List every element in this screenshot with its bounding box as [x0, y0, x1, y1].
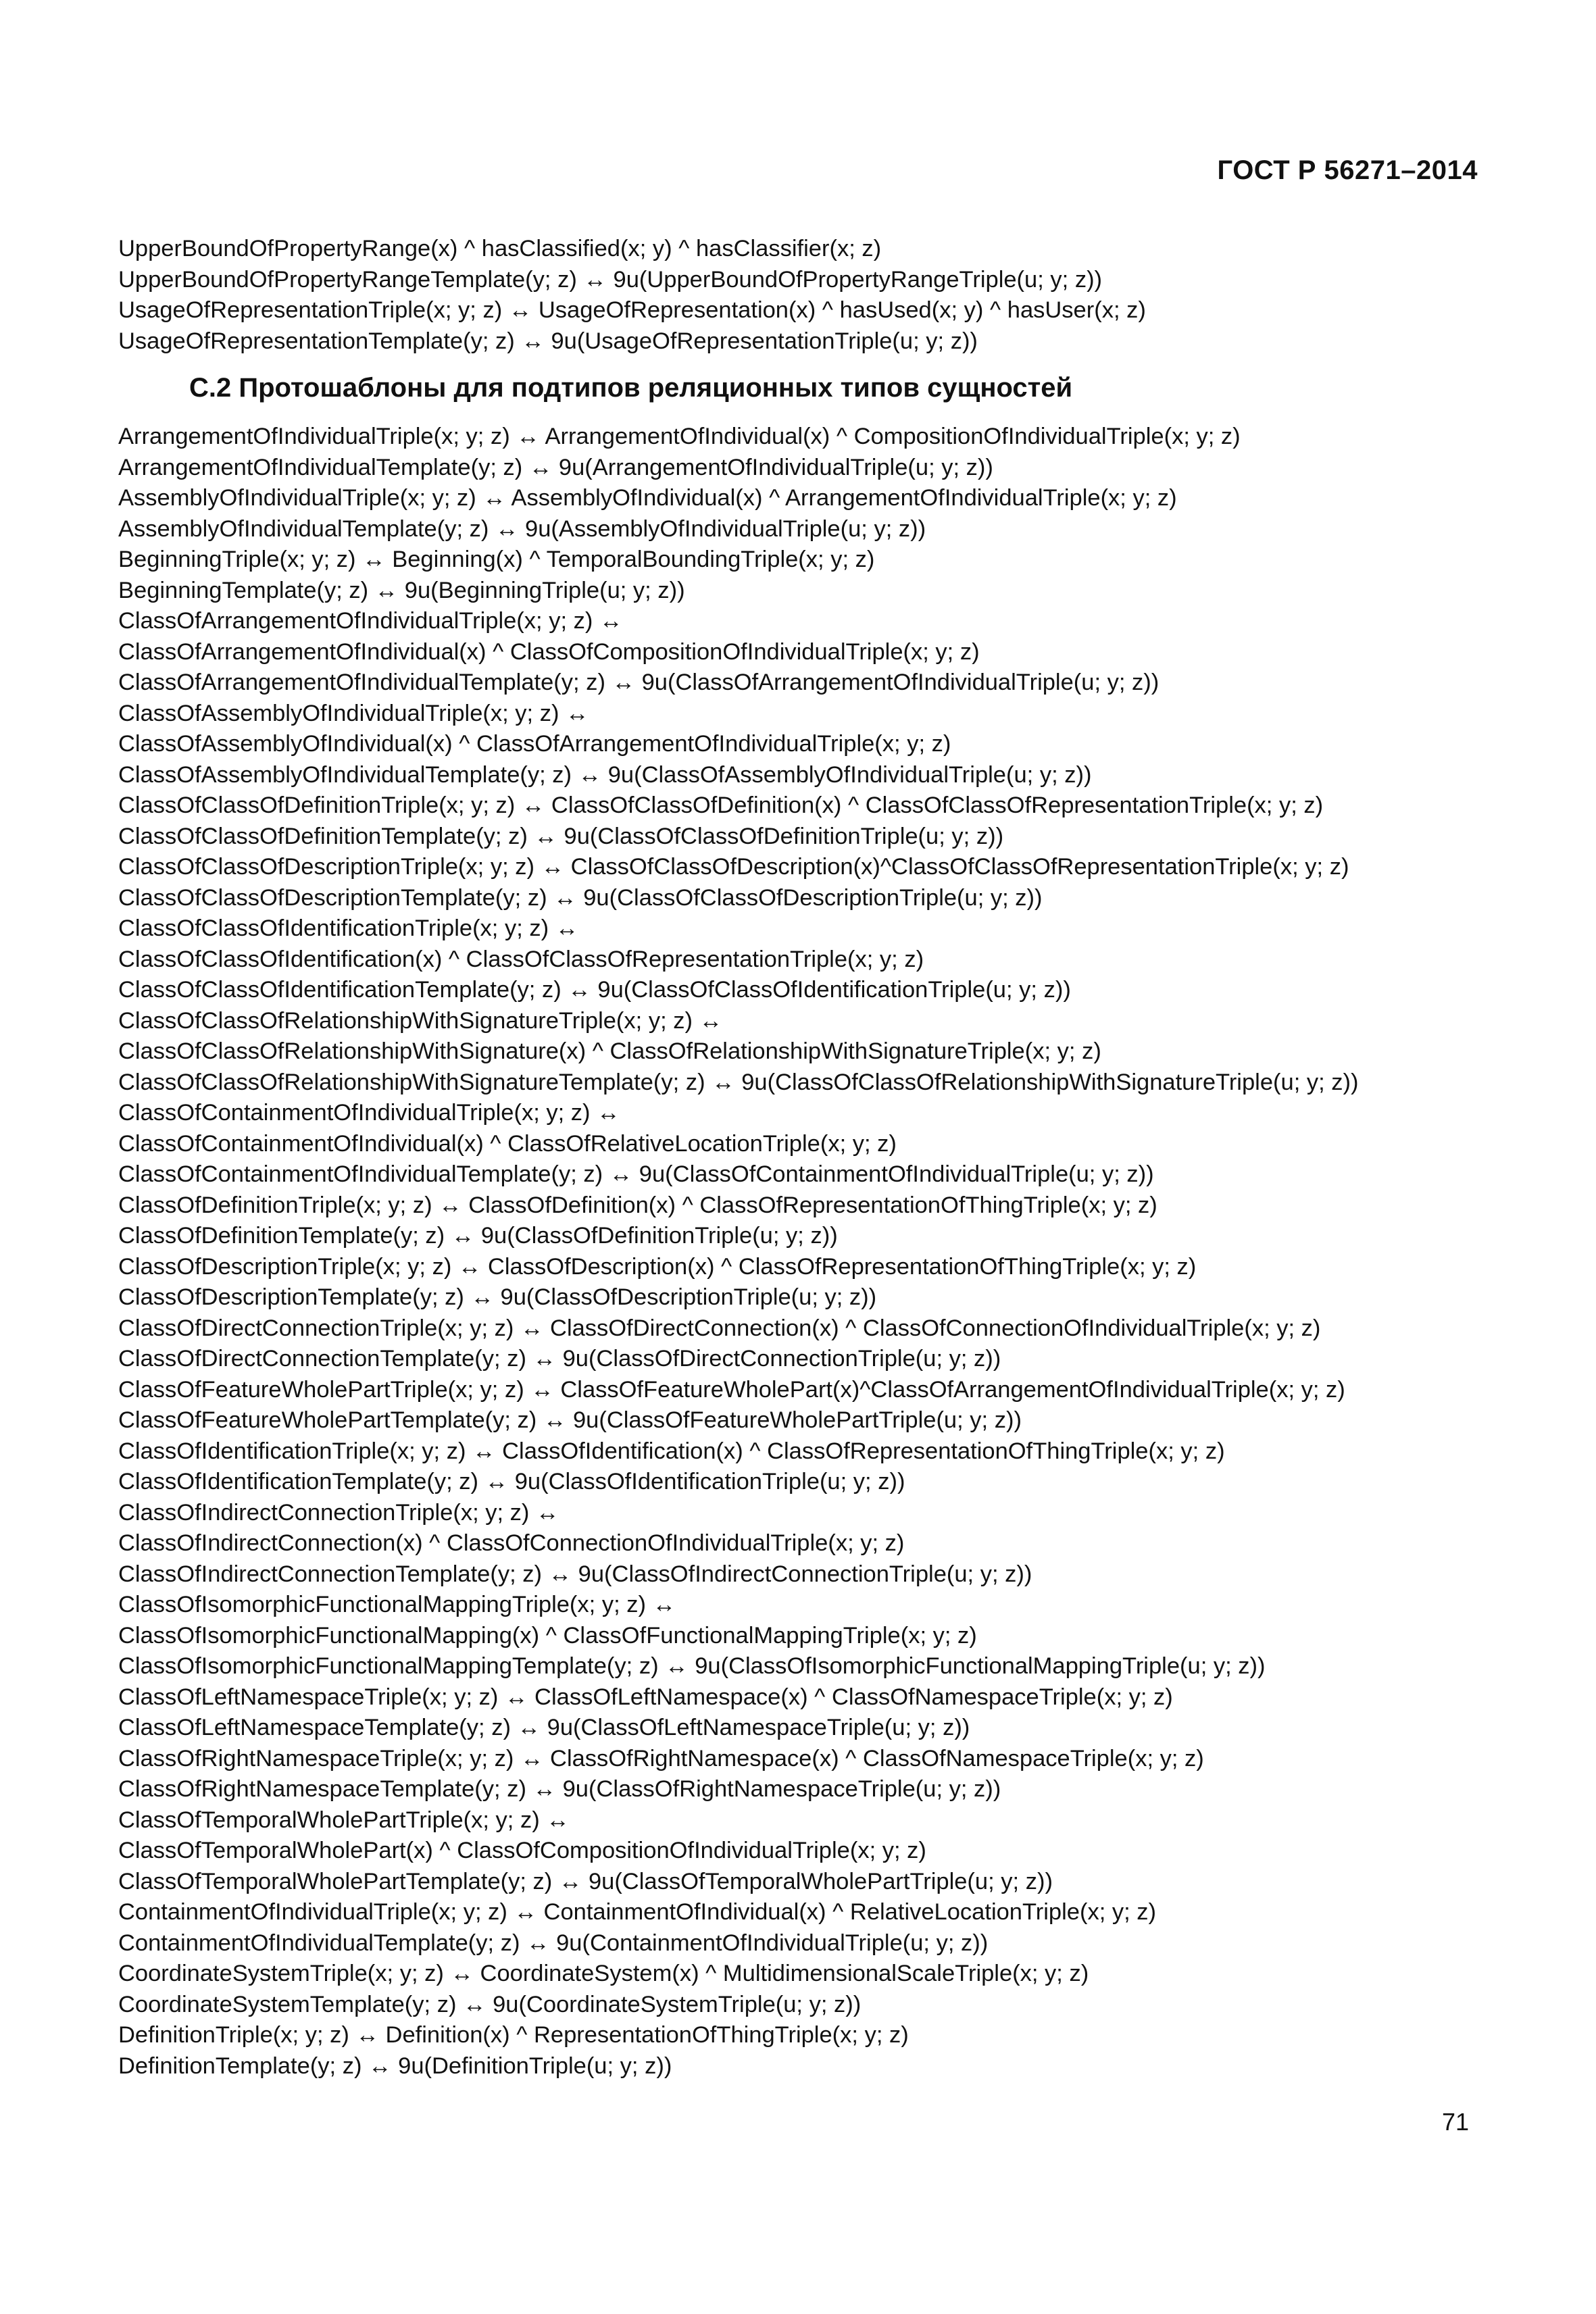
formula-line: ClassOfContainmentOfIndividualTriple(x; y; z) ↔: [118, 1100, 620, 1126]
formula-line: ClassOfClassOfRelationshipWithSignatureTriple(x; y; z) ↔: [118, 1007, 723, 1034]
formula-line: ClassOfDescriptionTemplate(y; z) ↔ 9u(ClassOfDescriptionTriple(u; y; z)): [118, 1284, 877, 1310]
formula-line: ClassOfClassOfDefinitionTriple(x; y; z) ↔ ClassOfClassOfDefinition(x) ^ ClassOfClassOfRepresentationTriple(x; y; z): [118, 793, 1324, 818]
formula-line: ClassOfFeatureWholePartTriple(x; y; z) ↔ ClassOfFeatureWholePart(x)^ClassOfArrangementOfIndividualTriple(x; y; z): [118, 1376, 1345, 1403]
formula-line: ClassOfClassOfIdentificationTemplate(y; z) ↔ 9u(ClassOfClassOfIdentificationTriple(u; y; z)): [118, 977, 1071, 1003]
formula-line: ClassOfArrangementOfIndividualTriple(x; y; z) ↔: [118, 608, 623, 634]
page-number: 71: [1441, 2108, 1469, 2136]
formula-line: UpperBoundOfPropertyRangeTemplate(y; z) ↔ 9u(UpperBoundOfPropertyRangeTriple(u; y; z)): [118, 266, 1103, 293]
formula-line: ClassOfIdentificationTriple(x; y; z) ↔ ClassOfIdentification(x) ^ ClassOfRepresentationOfThingTriple(x; y; z): [118, 1438, 1225, 1464]
formula-line: ClassOfIndirectConnection(x) ^ ClassOfConnectionOfIndividualTriple(x; y; z): [118, 1530, 905, 1556]
formula-line: CoordinateSystemTemplate(y; z) ↔ 9u(CoordinateSystemTriple(u; y; z)): [118, 1991, 862, 2017]
formula-line: CoordinateSystemTriple(x; y; z) ↔ CoordinateSystem(x) ^ MultidimensionalScaleTriple(x; y; z): [118, 1961, 1089, 1986]
formula-line: ClassOfDefinitionTriple(x; y; z) ↔ ClassOfDefinition(x) ^ ClassOfRepresentationOfThingTriple(x; y; z): [118, 1192, 1157, 1218]
formula-line: ClassOfAssemblyOfIndividualTriple(x; y; z) ↔: [118, 700, 589, 726]
formula-line: ContainmentOfIndividualTriple(x; y; z) ↔ ContainmentOfIndividual(x) ^ RelativeLocationTriple(x; y; z): [118, 1899, 1157, 1925]
formula-line: ClassOfIsomorphicFunctionalMappingTriple(x; y; z) ↔: [118, 1592, 676, 1617]
formula-line: ClassOfRightNamespaceTriple(x; y; z) ↔ ClassOfRightNamespace(x) ^ ClassOfNamespaceTriple(x; y; z): [118, 1745, 1204, 1771]
formula-line: ClassOfClassOfIdentification(x) ^ ClassOfClassOfRepresentationTriple(x; y; z): [118, 946, 924, 972]
formula-line: BeginningTriple(x; y; z) ↔ Beginning(x) ^ TemporalBoundingTriple(x; y; z): [118, 547, 875, 572]
formula-line: ClassOfArrangementOfIndividualTemplate(y; z) ↔ 9u(ClassOfArrangementOfIndividualTriple(u; y; z)): [118, 670, 1159, 695]
section-heading: С.2 Протошаблоны для подтипов реляционных типов сущностей: [189, 373, 1073, 403]
formula-line: ClassOfRightNamespaceTemplate(y; z) ↔ 9u(ClassOfRightNamespaceTriple(u; y; z)): [118, 1776, 1001, 1802]
formula-line: ClassOfIndirectConnectionTemplate(y; z) ↔ 9u(ClassOfIndirectConnectionTriple(u; y; z)): [118, 1561, 1032, 1587]
formula-line: ClassOfLeftNamespaceTriple(x; y; z) ↔ ClassOfLeftNamespace(x) ^ ClassOfNamespaceTriple(x; y; z): [118, 1684, 1173, 1710]
formula-line: UpperBoundOfPropertyRange(x) ^ hasClassified(x; y) ^ hasClassifier(x; z): [118, 236, 882, 261]
formula-line: ArrangementOfIndividualTriple(x; y; z) ↔ ArrangementOfIndividual(x) ^ CompositionOfIndividualTriple(x; y; z): [118, 424, 1241, 449]
formula-line: ContainmentOfIndividualTemplate(y; z) ↔ 9u(ContainmentOfIndividualTriple(u; y; z)): [118, 1930, 989, 1956]
formula-line: ClassOfAssemblyOfIndividualTemplate(y; z) ↔ 9u(ClassOfAssemblyOfIndividualTriple(u; y; z)): [118, 761, 1092, 788]
formula-line: ClassOfTemporalWholePartTriple(x; y; z) ↔: [118, 1807, 570, 1833]
formula-line: ClassOfClassOfDescriptionTriple(x; y; z) ↔ ClassOfClassOfDescription(x)^ClassOfClassOfRepresentationTriple(x; y; z): [118, 854, 1349, 880]
formula-line: ClassOfClassOfRelationshipWithSignature(x) ^ ClassOfRelationshipWithSignatureTriple(x; y; z): [118, 1038, 1101, 1064]
formula-line: ClassOfTemporalWholePartTemplate(y; z) ↔ 9u(ClassOfTemporalWholePartTriple(u; y; z)): [118, 1868, 1053, 1894]
formula-line: ClassOfFeatureWholePartTemplate(y; z) ↔ 9u(ClassOfFeatureWholePartTriple(u; y; z)): [118, 1407, 1022, 1433]
formula-line: ClassOfClassOfDescriptionTemplate(y; z) ↔ 9u(ClassOfClassOfDescriptionTriple(u; y; z)): [118, 884, 1043, 911]
formula-line: ClassOfDefinitionTemplate(y; z) ↔ 9u(ClassOfDefinitionTriple(u; y; z)): [118, 1223, 838, 1249]
formula-line: ClassOfTemporalWholePart(x) ^ ClassOfCompositionOfIndividualTriple(x; y; z): [118, 1838, 926, 1863]
formula-line: DefinitionTriple(x; y; z) ↔ Definition(x) ^ RepresentationOfThingTriple(x; y; z): [118, 2022, 909, 2048]
formula-line: ClassOfIsomorphicFunctionalMappingTemplate(y; z) ↔ 9u(ClassOfIsomorphicFunctionalMappingTriple(u; y; z)): [118, 1653, 1266, 1679]
formula-line: ClassOfContainmentOfIndividual(x) ^ ClassOfRelativeLocationTriple(x; y; z): [118, 1130, 897, 1157]
formula-line: ClassOfClassOfIdentificationTriple(x; y; z) ↔: [118, 915, 579, 941]
document-header: ГОСТ Р 56271–2014: [1217, 155, 1478, 185]
formula-line: ClassOfDirectConnectionTriple(x; y; z) ↔ ClassOfDirectConnection(x) ^ ClassOfConnectionOfIndividualTriple(x; y; z): [118, 1315, 1321, 1341]
formula-line: ClassOfClassOfRelationshipWithSignatureTemplate(y; z) ↔ 9u(ClassOfClassOfRelationshipWithSignatureTriple(u; y; z)): [118, 1069, 1359, 1095]
formula-line: UsageOfRepresentationTriple(x; y; z) ↔ UsageOfRepresentation(x) ^ hasUsed(x; y) ^ hasUser(x; z): [118, 297, 1146, 323]
formula-line: ArrangementOfIndividualTemplate(y; z) ↔ 9u(ArrangementOfIndividualTriple(u; y; z)): [118, 454, 993, 480]
formula-line: ClassOfIdentificationTemplate(y; z) ↔ 9u(ClassOfIdentificationTriple(u; y; z)): [118, 1469, 905, 1494]
formula-line: ClassOfContainmentOfIndividualTemplate(y; z) ↔ 9u(ClassOfContainmentOfIndividualTriple(u; y; z)): [118, 1161, 1154, 1187]
formula-line: ClassOfDescriptionTriple(x; y; z) ↔ ClassOfDescription(x) ^ ClassOfRepresentationOfThingTriple(x; y; z): [118, 1253, 1197, 1280]
formula-line: ClassOfDirectConnectionTemplate(y; z) ↔ 9u(ClassOfDirectConnectionTriple(u; y; z)): [118, 1346, 1001, 1372]
formula-line: ClassOfIndirectConnectionTriple(x; y; z) ↔: [118, 1499, 559, 1526]
formula-list: [118, 422, 1515, 2082]
formula-line: AssemblyOfIndividualTriple(x; y; z) ↔ AssemblyOfIndividual(x) ^ ArrangementOfIndividualTriple(x; y; z): [118, 485, 1177, 511]
formula-line: DefinitionTemplate(y; z) ↔ 9u(DefinitionTriple(u; y; z)): [118, 2053, 672, 2079]
formula-line: ClassOfLeftNamespaceTemplate(y; z) ↔ 9u(ClassOfLeftNamespaceTriple(u; y; z)): [118, 1715, 970, 1740]
formula-line: AssemblyOfIndividualTemplate(y; z) ↔ 9u(AssemblyOfIndividualTriple(u; y; z)): [118, 515, 926, 542]
formula-line: UsageOfRepresentationTemplate(y; z) ↔ 9u(UsageOfRepresentationTriple(u; y; z)): [118, 328, 978, 354]
formula-line: ClassOfIsomorphicFunctionalMapping(x) ^ ClassOfFunctionalMappingTriple(x; y; z): [118, 1622, 977, 1649]
formula-line: ClassOfClassOfDefinitionTemplate(y; z) ↔ 9u(ClassOfClassOfDefinitionTriple(u; y; z)): [118, 823, 1004, 849]
formula-line: ClassOfArrangementOfIndividual(x) ^ ClassOfCompositionOfIndividualTriple(x; y; z): [118, 638, 980, 665]
formula-line: BeginningTemplate(y; z) ↔ 9u(BeginningTriple(u; y; z)): [118, 577, 685, 603]
intro-formula-list: [118, 234, 1515, 357]
formula-line: ClassOfAssemblyOfIndividual(x) ^ ClassOfArrangementOfIndividualTriple(x; y; z): [118, 731, 951, 757]
